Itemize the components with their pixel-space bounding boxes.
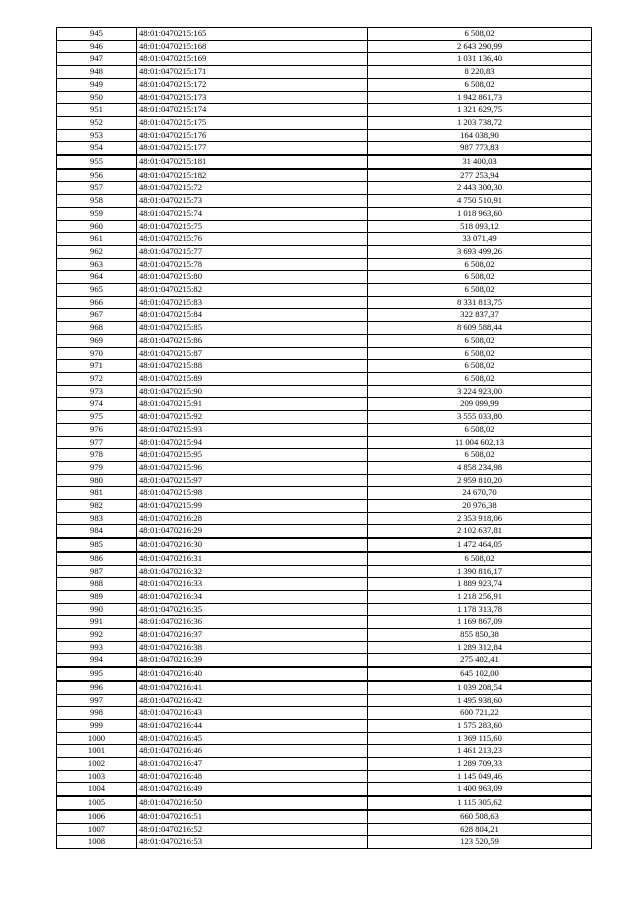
table-row [57,258,592,271]
row-number-cell: 992 [57,629,137,642]
cadastral-number-cell: 48:01:0470215:83 [137,296,368,309]
cadastral-number-cell: 48:01:0470215:96 [137,461,368,474]
cadastral-number-cell: 48:01:0470215:90 [137,385,368,398]
table-row [57,449,592,462]
value-cell: 209 099,99 [368,398,592,411]
cadastral-number-cell: 48:01:0470215:97 [137,474,368,487]
row-number-cell: 999 [57,719,137,732]
cadastral-number-cell: 48:01:0470216:31 [137,552,368,565]
row-number-cell: 981 [57,487,137,500]
cadastral-number-cell: 48:01:0470215:94 [137,436,368,449]
value-cell: 3 555 033,80 [368,411,592,424]
row-number-cell: 983 [57,512,137,525]
value-cell: 33 071,49 [368,233,592,246]
value-cell: 2 353 918,06 [368,512,592,525]
value-cell: 1 889 923,74 [368,578,592,591]
row-number-cell: 974 [57,398,137,411]
table-row [57,436,592,449]
table-row [57,411,592,424]
table-row [57,129,592,142]
value-cell: 6 508,02 [368,284,592,297]
table-body [57,28,592,849]
cadastral-number-cell: 48:01:0470215:182 [137,169,368,182]
cadastral-number-cell: 48:01:0470215:89 [137,372,368,385]
cadastral-number-cell: 48:01:0470216:50 [137,796,368,810]
value-cell: 1 018 963,60 [368,207,592,220]
row-number-cell: 965 [57,284,137,297]
row-number-cell: 962 [57,245,137,258]
table-row [57,182,592,195]
table-row [57,512,592,525]
table-row [57,590,592,603]
cadastral-number-cell: 48:01:0470216:28 [137,512,368,525]
value-cell: 20 976,38 [368,500,592,513]
table-row [57,334,592,347]
value-cell: 6 508,02 [368,372,592,385]
cadastral-number-cell: 48:01:0470215:72 [137,182,368,195]
cadastral-number-cell: 48:01:0470215:74 [137,207,368,220]
row-number-cell: 1002 [57,758,137,771]
row-number-cell: 960 [57,220,137,233]
row-number-cell: 967 [57,309,137,322]
row-number-cell: 985 [57,538,137,552]
row-number-cell: 993 [57,641,137,654]
table-row [57,565,592,578]
cadastral-number-cell: 48:01:0470215:93 [137,423,368,436]
value-cell: 8 331 813,75 [368,296,592,309]
value-cell: 1 169 867,09 [368,616,592,629]
cadastral-number-cell: 48:01:0470215:77 [137,245,368,258]
cadastral-number-cell: 48:01:0470215:174 [137,104,368,117]
table-row [57,719,592,732]
cadastral-number-cell: 48:01:0470215:82 [137,284,368,297]
table-row [57,360,592,373]
row-number-cell: 964 [57,271,137,284]
value-cell: 645 102,00 [368,667,592,681]
table-row [57,783,592,796]
cadastral-number-cell: 48:01:0470216:38 [137,641,368,654]
table-row [57,142,592,155]
cadastral-number-cell: 48:01:0470216:37 [137,629,368,642]
cadastral-number-cell: 48:01:0470215:176 [137,129,368,142]
value-cell: 6 508,02 [368,334,592,347]
table-row [57,836,592,849]
row-number-cell: 978 [57,449,137,462]
value-cell: 855 850,38 [368,629,592,642]
row-number-cell: 948 [57,66,137,79]
row-number-cell: 1004 [57,783,137,796]
value-cell: 1 145 049,46 [368,770,592,783]
row-number-cell: 984 [57,525,137,538]
row-number-cell: 976 [57,423,137,436]
table-row [57,707,592,720]
table-row [57,322,592,335]
table-row [57,578,592,591]
row-number-cell: 994 [57,654,137,667]
value-cell: 4 858 234,98 [368,461,592,474]
table-row [57,525,592,538]
table-row [57,552,592,565]
table-row [57,220,592,233]
table-row [57,616,592,629]
row-number-cell: 1001 [57,745,137,758]
value-cell: 3 693 499,26 [368,245,592,258]
cadastral-number-cell: 48:01:0470215:165 [137,28,368,41]
row-number-cell: 986 [57,552,137,565]
table-row [57,500,592,513]
value-cell: 660 508,63 [368,810,592,823]
cadastral-number-cell: 48:01:0470216:29 [137,525,368,538]
value-cell: 1 942 861,73 [368,91,592,104]
row-number-cell: 946 [57,40,137,53]
value-cell: 123 520,59 [368,836,592,849]
row-number-cell: 998 [57,707,137,720]
table-row [57,66,592,79]
row-number-cell: 980 [57,474,137,487]
cadastral-number-cell: 48:01:0470216:46 [137,745,368,758]
row-number-cell: 970 [57,347,137,360]
value-cell: 31 400,03 [368,155,592,169]
cadastral-number-cell: 48:01:0470215:99 [137,500,368,513]
row-number-cell: 973 [57,385,137,398]
row-number-cell: 997 [57,694,137,707]
value-cell: 8 220,83 [368,66,592,79]
value-cell: 1 461 213,23 [368,745,592,758]
cadastral-number-cell: 48:01:0470215:87 [137,347,368,360]
table-row [57,116,592,129]
table-row [57,40,592,53]
table-row [57,487,592,500]
row-number-cell: 950 [57,91,137,104]
table-row [57,385,592,398]
cadastral-number-cell: 48:01:0470215:95 [137,449,368,462]
cadastral-number-cell: 48:01:0470216:52 [137,823,368,836]
table-row [57,169,592,182]
cadastral-number-cell: 48:01:0470215:85 [137,322,368,335]
cadastral-number-cell: 48:01:0470215:172 [137,78,368,91]
table-row [57,629,592,642]
value-cell: 1 115 305,62 [368,796,592,810]
table-row [57,207,592,220]
cadastral-number-cell: 48:01:0470216:35 [137,603,368,616]
value-cell: 6 508,02 [368,360,592,373]
table-row [57,195,592,208]
value-cell: 6 508,02 [368,347,592,360]
cadastral-number-cell: 48:01:0470216:48 [137,770,368,783]
table-row [57,245,592,258]
row-number-cell: 996 [57,681,137,694]
cadastral-number-cell: 48:01:0470216:49 [137,783,368,796]
cadastral-number-cell: 48:01:0470216:47 [137,758,368,771]
cadastral-number-cell: 48:01:0470216:51 [137,810,368,823]
cadastral-number-cell: 48:01:0470215:171 [137,66,368,79]
value-cell: 11 004 602,13 [368,436,592,449]
value-cell: 628 804,21 [368,823,592,836]
table-row [57,296,592,309]
cadastral-number-cell: 48:01:0470215:181 [137,155,368,169]
table-row [57,770,592,783]
value-cell: 1 031 136,40 [368,53,592,66]
row-number-cell: 1006 [57,810,137,823]
row-number-cell: 951 [57,104,137,117]
table-row [57,667,592,681]
row-number-cell: 961 [57,233,137,246]
table-row [57,284,592,297]
cadastral-number-cell: 48:01:0470215:84 [137,309,368,322]
row-number-cell: 959 [57,207,137,220]
table-row [57,796,592,810]
value-cell: 24 670,70 [368,487,592,500]
row-number-cell: 955 [57,155,137,169]
value-cell: 6 508,02 [368,552,592,565]
row-number-cell: 995 [57,667,137,681]
table-row [57,758,592,771]
value-cell: 1 039 208,54 [368,681,592,694]
row-number-cell: 952 [57,116,137,129]
row-number-cell: 968 [57,322,137,335]
table-row [57,732,592,745]
value-cell: 164 038,90 [368,129,592,142]
row-number-cell: 972 [57,372,137,385]
table-row [57,398,592,411]
value-cell: 2 643 290,99 [368,40,592,53]
value-cell: 1 369 115,60 [368,732,592,745]
value-cell: 1 203 738,72 [368,116,592,129]
row-number-cell: 969 [57,334,137,347]
value-cell: 275 402,41 [368,654,592,667]
row-number-cell: 975 [57,411,137,424]
table-row [57,823,592,836]
value-cell: 2 102 637,81 [368,525,592,538]
table-row [57,603,592,616]
cadastral-number-cell: 48:01:0470215:75 [137,220,368,233]
cadastral-number-cell: 48:01:0470216:36 [137,616,368,629]
row-number-cell: 988 [57,578,137,591]
row-number-cell: 1008 [57,836,137,849]
cadastral-number-cell: 48:01:0470215:168 [137,40,368,53]
row-number-cell: 971 [57,360,137,373]
value-cell: 6 508,02 [368,271,592,284]
cadastral-number-cell: 48:01:0470215:173 [137,91,368,104]
table-row [57,681,592,694]
value-cell: 1 575 283,60 [368,719,592,732]
table-row [57,372,592,385]
cadastral-number-cell: 48:01:0470216:53 [137,836,368,849]
row-number-cell: 947 [57,53,137,66]
value-cell: 322 837,37 [368,309,592,322]
value-cell: 1 178 313,78 [368,603,592,616]
cadastral-number-cell: 48:01:0470216:34 [137,590,368,603]
cadastral-number-cell: 48:01:0470215:86 [137,334,368,347]
row-number-cell: 977 [57,436,137,449]
value-cell: 6 508,02 [368,78,592,91]
value-cell: 1 472 464,05 [368,538,592,552]
cadastral-number-cell: 48:01:0470216:30 [137,538,368,552]
value-cell: 1 400 963,09 [368,783,592,796]
row-number-cell: 982 [57,500,137,513]
value-cell: 6 508,02 [368,423,592,436]
table-row [57,309,592,322]
cadastral-number-cell: 48:01:0470216:41 [137,681,368,694]
value-cell: 1 390 816,17 [368,565,592,578]
cadastral-number-cell: 48:01:0470215:76 [137,233,368,246]
table-row [57,91,592,104]
table-row [57,233,592,246]
cadastral-number-cell: 48:01:0470216:33 [137,578,368,591]
value-cell: 3 224 923,00 [368,385,592,398]
row-number-cell: 1005 [57,796,137,810]
value-cell: 1 495 938,60 [368,694,592,707]
table-row [57,745,592,758]
row-number-cell: 954 [57,142,137,155]
row-number-cell: 966 [57,296,137,309]
table-row [57,155,592,169]
row-number-cell: 953 [57,129,137,142]
value-cell: 600 721,22 [368,707,592,720]
cadastral-number-cell: 48:01:0470215:88 [137,360,368,373]
value-cell: 518 093,12 [368,220,592,233]
cadastral-number-cell: 48:01:0470216:39 [137,654,368,667]
table-row [57,641,592,654]
cadastral-number-cell: 48:01:0470216:45 [137,732,368,745]
cadastral-number-cell: 48:01:0470215:169 [137,53,368,66]
row-number-cell: 958 [57,195,137,208]
row-number-cell: 991 [57,616,137,629]
row-number-cell: 1007 [57,823,137,836]
table-row [57,654,592,667]
value-cell: 8 609 588,44 [368,322,592,335]
cadastral-number-cell: 48:01:0470215:98 [137,487,368,500]
value-cell: 1 218 256,91 [368,590,592,603]
row-number-cell: 987 [57,565,137,578]
cadastral-number-cell: 48:01:0470216:32 [137,565,368,578]
cadastral-number-cell: 48:01:0470215:92 [137,411,368,424]
value-cell: 2 959 810,20 [368,474,592,487]
row-number-cell: 963 [57,258,137,271]
row-number-cell: 957 [57,182,137,195]
table-row [57,423,592,436]
table-row [57,271,592,284]
row-number-cell: 979 [57,461,137,474]
value-cell: 987 773,83 [368,142,592,155]
cadastral-number-cell: 48:01:0470215:91 [137,398,368,411]
cadastral-number-cell: 48:01:0470216:43 [137,707,368,720]
cadastral-value-table [56,27,592,849]
value-cell: 6 508,02 [368,449,592,462]
table-row [57,538,592,552]
value-cell: 1 321 629,75 [368,104,592,117]
table-row [57,810,592,823]
cadastral-number-cell: 48:01:0470215:73 [137,195,368,208]
value-cell: 1 289 709,33 [368,758,592,771]
table-row [57,474,592,487]
value-cell: 6 508,02 [368,258,592,271]
value-cell: 277 253,94 [368,169,592,182]
table-row [57,104,592,117]
cadastral-number-cell: 48:01:0470216:42 [137,694,368,707]
cadastral-number-cell: 48:01:0470215:80 [137,271,368,284]
row-number-cell: 949 [57,78,137,91]
table-row [57,53,592,66]
cadastral-number-cell: 48:01:0470215:177 [137,142,368,155]
table-row [57,461,592,474]
value-cell: 6 508,02 [368,28,592,41]
table-row [57,78,592,91]
value-cell: 1 289 312,84 [368,641,592,654]
table-row [57,347,592,360]
row-number-cell: 945 [57,28,137,41]
cadastral-number-cell: 48:01:0470216:44 [137,719,368,732]
row-number-cell: 1003 [57,770,137,783]
row-number-cell: 989 [57,590,137,603]
row-number-cell: 990 [57,603,137,616]
cadastral-number-cell: 48:01:0470215:78 [137,258,368,271]
table-row [57,694,592,707]
row-number-cell: 956 [57,169,137,182]
value-cell: 2 443 300,30 [368,182,592,195]
cadastral-number-cell: 48:01:0470215:175 [137,116,368,129]
cadastral-number-cell: 48:01:0470216:40 [137,667,368,681]
table-row [57,28,592,41]
value-cell: 4 750 510,91 [368,195,592,208]
row-number-cell: 1000 [57,732,137,745]
